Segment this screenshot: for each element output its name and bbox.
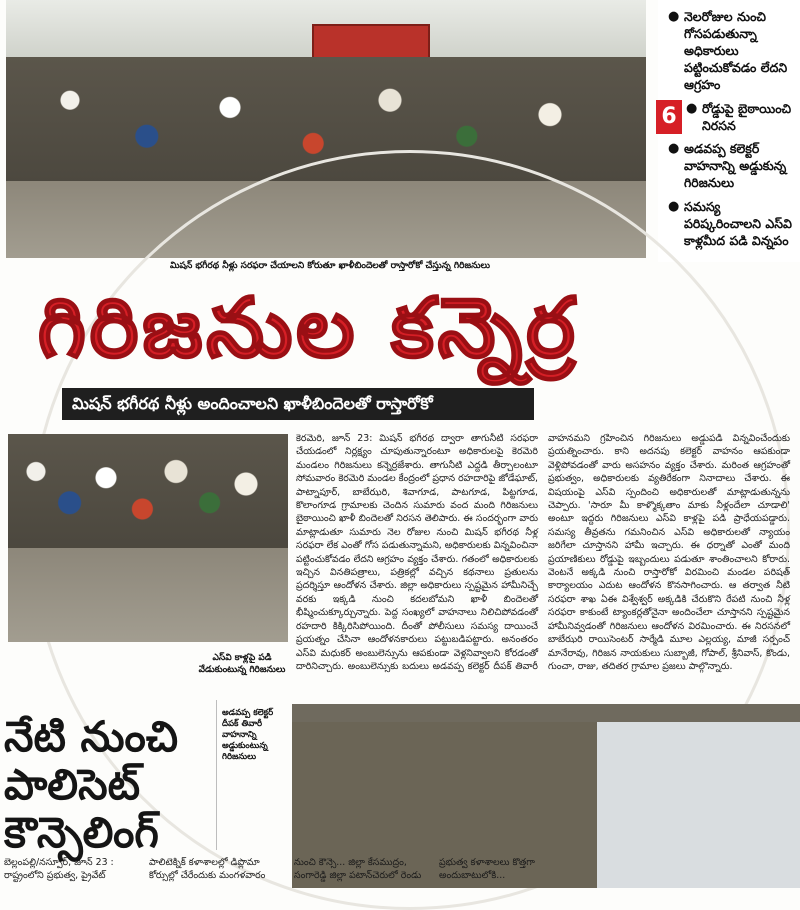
sub-headline: మిషన్ భగీరథ నీళ్లు అందించాలని ఖాళీబిందెలతో రాస్తారోకో — [62, 388, 534, 420]
article-body: కెరమెరి, జూన్ 23: మిషన్ భగీరథ ద్వారా తాగునీటి సరఫరా చేయడంలో నిర్లక్ష్యం చూపుతున్నారంటూ అధికారులపై కెరమెరి మండలం గిరిజనులు కన్నెర్రజేశారు. తాగునీటి ఎద్దడి తీర్చాలంటూ సోమవారం కెరమెరి మండల కేంద్రంలో ప్రధాన రహదారిపై జోడేఘాట్, పాట్నాపూర్, బాబేఝరి, శివాగూడ, పాటగూడ, పిట్టగూడ, కొలాంగూడ గ్రామాలకు చెందిన సుమారు వంద మంది గిరిజనులు బైఠాయించి ఖాళీ బిందెలతో నిరసన తెలిపారు. ఈ సందర్భంగా వారు మాట్లాడుతూ సుమారు నెల రోజుల నుంచి మిషన్ భగీరథ నీళ్ల సరఫరా లేక ఎంతో గోస పడుతున్నామని, అధికారులకు విన్నవించినా పట్టించుకోవడం లేదని ఆగ్రహం వ్యక్తం చేశారు. గతంలో అధికారులకు ఇచ్చిన వినతిపత్రాలు, పత్రికల్లో వచ్చిన కథనాలు ప్రతులను ప్రదర్శిస్తూ ఆందోళన చేశారు. జిల్లా అధికారులు స్పష్టమైన హామీనిచ్చే వరకు ఇక్కడి నుంచి కదలబోమని ఖాళీ బిందెలతో భీష్మించుక్కూర్చున్నారు. పెద్ద సంఖ్యలో వాహనాలు నిలిచిపోవడంతో రహదారి కిక్కిరిసిపోయింది. దీంతో పోలీసులు సమస్య దాయించే ప్రయత్నం చేసినా ఆందోళనకారులు పట్టుబడిపట్టారు. అనంతరం ఎస్‌వి మధుకర్ అంబులెన్సును ఆపకుండా వెళ్లనివ్వాలని కోరడంతో దారినిచ్చారు. అంబులెన్సుకు బదులు అడవప్ప కలెక్టర్ దీపక్ తివారీ వాహనమని గ్రహించిన గిరిజనులు అడ్డుపడి విన్నవించేందుకు ప్రయత్నించారు. కాని అదనపు కలెక్టర్ వాహనం ఆపకుండా వెళ్లిపోవడంతో వారు అసహనం వ్యక్తం చేశారు. మరింత ఆగ్రహంతో ప్రభుత్వం, అధికారులకు వ్యతిరేకంగా నినాదాలు చేశారు. ఈ విషయంపై ఎస్‌వి స్పందించి అధికారులతో మాట్లాడుతున్నను చెప్పారు. 'సారూ మీ కాళ్మొక్కతాం మాకు నీళ్లందేలా చూడాలి' అంటూ ఇద్దరు గిరిజనులు ఎస్‌వి కాళ్లపై పడి ప్రాధేయపడ్డారు. సమస్య తీవ్రతను గమనించిన ఎస్‌వి అధికారులతో న్యాయం జరిగేలా చూస్తానని హామీ ఇచ్చారు. ఈ ధర్నాతో ఎంతో మంది ప్రయాణికులు రోడ్డుపై ఇబ్బందులు పడుతూ శాంతించాలని కోరారు. వెంటనే అక్కడి నుంచి రాస్తారోకో విరమించి మండల పరిషత్ కార్యాలయం ఎదుట ఆందోళన కొనసాగించారు. ఆ తర్వాత నీటి సరఫరా శాఖ ఏఈ విశ్వేశ్వర్ అక్కడికి చేరుకొని రేపటి నుంచి నీళ్ల సరఫరా కాకుంటే ట్యాంకర్లతోనైనా అందించేలా చూస్తానని స్పష్టమైన హామీనివ్వడంతో గిరిజనులు ఆందోళన విరమించారు. ఈ నిరసనలో బాబేఝరి రాయిసెంటర్ సార్మేడి మూల ఎల్లయ్య, మాజీ సర్పంచ్ మానేరావు, గిరిజన నాయకులు సుబ్బాజీ, గోపాల్, శ్రీనివాస్, కొండు, గుంచా, రాజు, తదితర గ్రామాల ప్రజలు పాల్గొన్నారు. — [296, 433, 790, 672]
highlight-item: ● అడవప్ప కలెక్టర్ వాహనాన్ని అడ్డుకున్న గిరిజనులు — [668, 141, 787, 190]
page-number-badge: 6 — [656, 100, 682, 134]
bullet-icon: ● — [668, 141, 680, 156]
bullet-icon: ● — [686, 101, 698, 116]
polycet-headline: నేటి నుంచి పాలిసెట్ కౌన్సెలింగ్ — [4, 712, 179, 857]
polycet-body: బెల్లంపల్లి/నస్పూర్, జూన్ 23 : రాష్ట్రంలోని ప్రభుత్వ, ప్రైవేట్ పాలిటెక్నిక్ కళాశాలల్లో డిప్లొమా కోర్సుల్లో చేరేందుకు మంగళవారం నుంచి కౌన్సె... జిల్లా కేసముద్రం, సంగారెడ్డి జిల్లా పటాన్‌చెరులో రెండు ప్రభుత్వ కళాశాలలు కొత్తగా అందుబాటులోకి... — [4, 857, 535, 881]
photo-crowd — [8, 434, 288, 559]
photo-road — [8, 548, 288, 642]
highlight-item: ● సమస్య పరిష్కరించాలని ఎస్‌వి కాళ్లమీద పడి విన్నపం — [668, 199, 792, 248]
left-photo-caption: ఎస్‌వి కాళ్లపై పడి వేడుకుంటున్న గిరిజనులు — [198, 653, 286, 675]
column-divider — [216, 700, 217, 850]
highlight-item: ● రోడ్డుపై బైఠాయించి నిరసన — [686, 101, 792, 133]
top-photo-caption: మిషన్ భగీరథ నీళ్లు సరఫరా చేయాలని కోరుతూ ఖాళీబిందెలతో రాస్తారోకో చేస్తున్న గిరిజనులు — [170, 261, 491, 271]
highlight-item: ● నెలరోజుల నుంచి గోసపడుతున్నా అధికారులు పట్టించుకోవడం లేదని ఆగ్రహం — [668, 9, 788, 92]
left-protest-photo — [8, 434, 288, 642]
bullet-icon: ● — [668, 9, 680, 24]
bullet-icon: ● — [668, 199, 680, 214]
main-headline: గిరిజనుల కన్నెర్ర — [38, 281, 579, 376]
bottom-photo-caption: అడవప్ప కలెక్టర్ దీపక్ తివారీ వాహనాన్ని అడ్డుకుంటున్న గిరిజనులు — [222, 708, 274, 762]
